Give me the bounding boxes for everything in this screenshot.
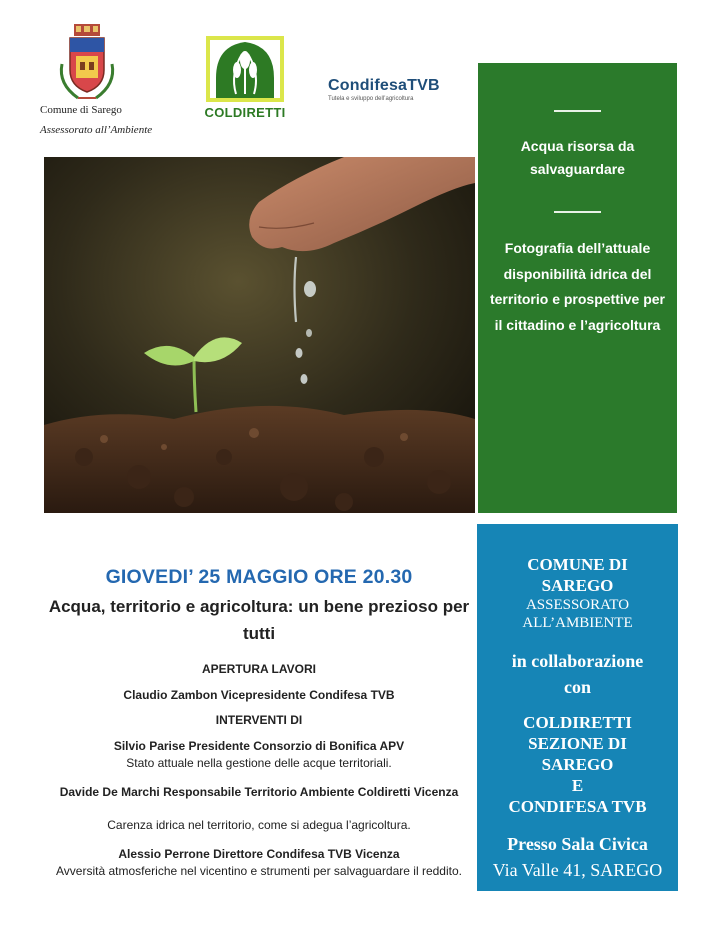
speaker-2-topic: Carenza idrica nel territorio, come si adegua l’agricoltura. [107, 818, 411, 832]
partner-line-4: E [571, 776, 584, 795]
opening-speaker: Claudio Zambon Vicepresidente Condifesa TVB [123, 688, 395, 702]
condifesa-tagline: Tutela e sviluppo dell’agricoltura [328, 96, 414, 102]
partner-line-5: CONDIFESA TVB [508, 797, 647, 816]
speaker-3-name: Alessio Perrone Direttore Condifesa TVB Vicenza [118, 847, 400, 861]
partner-line-2: SEZIONE DI [528, 734, 627, 753]
event-date: GIOVEDI’ 25 MAGGIO ORE 20.30 [105, 566, 413, 588]
venue-name: Presso Sala Civica [507, 834, 648, 854]
topic-title: Acqua risorsa da salvaguardare [520, 138, 635, 177]
collaboration-label: in collaborazione [511, 651, 644, 671]
speaker-2-name: Davide De Marchi Responsabile Territorio Ambiente Coldiretti Vicenza [59, 785, 459, 799]
collaboration-with: con [564, 677, 591, 697]
topic-panel [478, 63, 677, 513]
organizer-line-3: ASSESSORATO [525, 597, 630, 613]
organizers-panel [477, 524, 678, 891]
seedling-watering-photo [44, 157, 475, 513]
speaker-1-name: Silvio Parise Presidente Consorzio di Bonifica APV [113, 739, 405, 753]
condifesa-brand: CondifesaTVB [328, 77, 440, 94]
partner-line-3: SAREGO [541, 755, 614, 774]
comune-subtitle: Assessorato all’Ambiente [40, 124, 153, 136]
divider-bottom [554, 211, 601, 213]
organizer-line-1: COMUNE DI [527, 555, 628, 574]
interventions-label: INTERVENTI DI [215, 713, 303, 727]
organizer-line-4: ALL’AMBIENTE [522, 615, 633, 631]
sarego-crest-logo [56, 24, 118, 104]
divider-top [554, 110, 601, 112]
comune-name: Comune di Sarego [40, 104, 122, 116]
opening-label: APERTURA LAVORI [202, 662, 316, 676]
partner-line-1: COLDIRETTI [523, 713, 632, 732]
event-title: Acqua, territorio e agricoltura: un bene prezioso per tutti [48, 597, 470, 643]
speaker-1-topic: Stato attuale nella gestione delle acque territoriali. [126, 756, 392, 770]
organizer-line-2: SAREGO [541, 576, 614, 595]
topic-description: Fotografia dell’attuale disponibilità idrica del territorio e prospettive per il cittadino e l’agricoltura [489, 240, 666, 333]
coldiretti-wordmark: COLDIRETTI [204, 105, 286, 120]
condifesa-logo [328, 77, 458, 102]
venue-address: Via Valle 41, SAREGO [492, 860, 663, 880]
speaker-3-topic: Avversità atmosferiche nel vicentino e strumenti per salvaguardare il reddito. [56, 864, 462, 878]
